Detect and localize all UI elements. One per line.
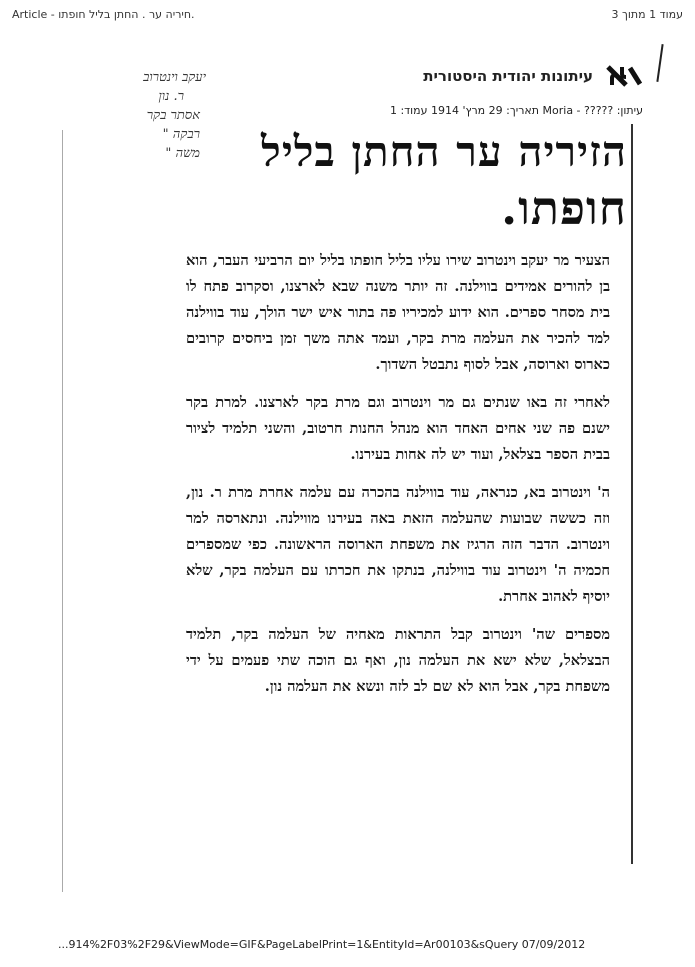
page-header-page-count: עמוד 1 מתוך 3 [611,8,683,21]
handwritten-note: משה " [165,146,200,161]
left-margin-rule [62,130,63,892]
margin-pen-mark [656,44,663,82]
article-title-line: חופתו. [501,181,627,235]
handwritten-note: יעקב וינטרוב [143,70,206,85]
publisher-header [423,62,643,90]
handwritten-note: ר. נון [158,89,184,104]
page-header-title: Article - חיריה ער . החתן בליל חופתו. [12,8,195,21]
article-paragraph: הצעיר מר יעקב וינטרוב שירו עליו בליל חופתו בליל יום הרביעי העבר, הוא בן להורים אמידים בווילנה. זה יותר משנה שבא לארצנו, וסקרוב פתח לו בית מסחר ספרים. הוא ידוע למכיריו פה בתור איש ישר הולך, עוד בווילנה למד להכיר את העלמה מרת בקר, ועמד אתה משך זמן ביחסים קרובים כארוס וארוסה, אבל לסוף נתבטל השדוך. [186,252,610,373]
article-paragraph: ה' וינטרוב בא, כנראה, עוד בווילנה בהכרה עם עלמה אחרת מרת ר. נון, וזה כששה שבועות שהעלמה הזאת באה בעירנו מווילנה. ונתארסה למר וינטרוב. הדבר הזה הרגיז את משפחת הארוסה הראשונה. כפי שמספרים חכמיה ה' וינטרוב עוד בווילנה, בנתקו את חכרתו עם העלמה בקר, שלא יוסיף לאהוב אחרת. [186,484,610,605]
article-paragraph: לאחרי זה באו שנתים גם מר וינטרוב וגם מרת בקר לארצנו. למרת בקר ישנם פה שני אחים האחד הוא מנהל החנות חרטוב, והשני תלמיד לציור בבית הספר בצלאל, ועוד יש לה אחות בעירנו. [186,394,610,463]
handwritten-notes [96,68,206,163]
handwritten-note: אסתר בקר [146,108,200,123]
article-title-line: הזיריה ער החתן בליל [261,127,627,176]
page-header [12,8,683,24]
page-footer-url: ...914%2F03%2F29&ViewMode=GIF&PageLabelPrint=1&EntityId=Ar00103&sQuery 07/09/2012 [58,938,586,951]
article-body [186,248,610,700]
publisher-name: עיתונות יהודית היסטורית [423,67,593,85]
handwritten-note: רבקה " [162,127,200,142]
aleph-logo-icon [603,63,643,89]
article-meta: עיתון: ????? - Moria תאריך: 29 מרץ' 1914 עמוד: 1 [389,104,643,117]
article-title [207,124,627,236]
column-rule [631,124,633,864]
article-paragraph: מספרים שה' וינטרוב קבל התראות מאחיה של העלמה בקר, תלמיד הבצלאל, שלא ישא את העלמה נון, ואף גם הוכה שתי פעמים על ידי משפחת בקר, אבל הוא לא שם לב לזה ונשא את העלמה נון. [186,626,610,695]
